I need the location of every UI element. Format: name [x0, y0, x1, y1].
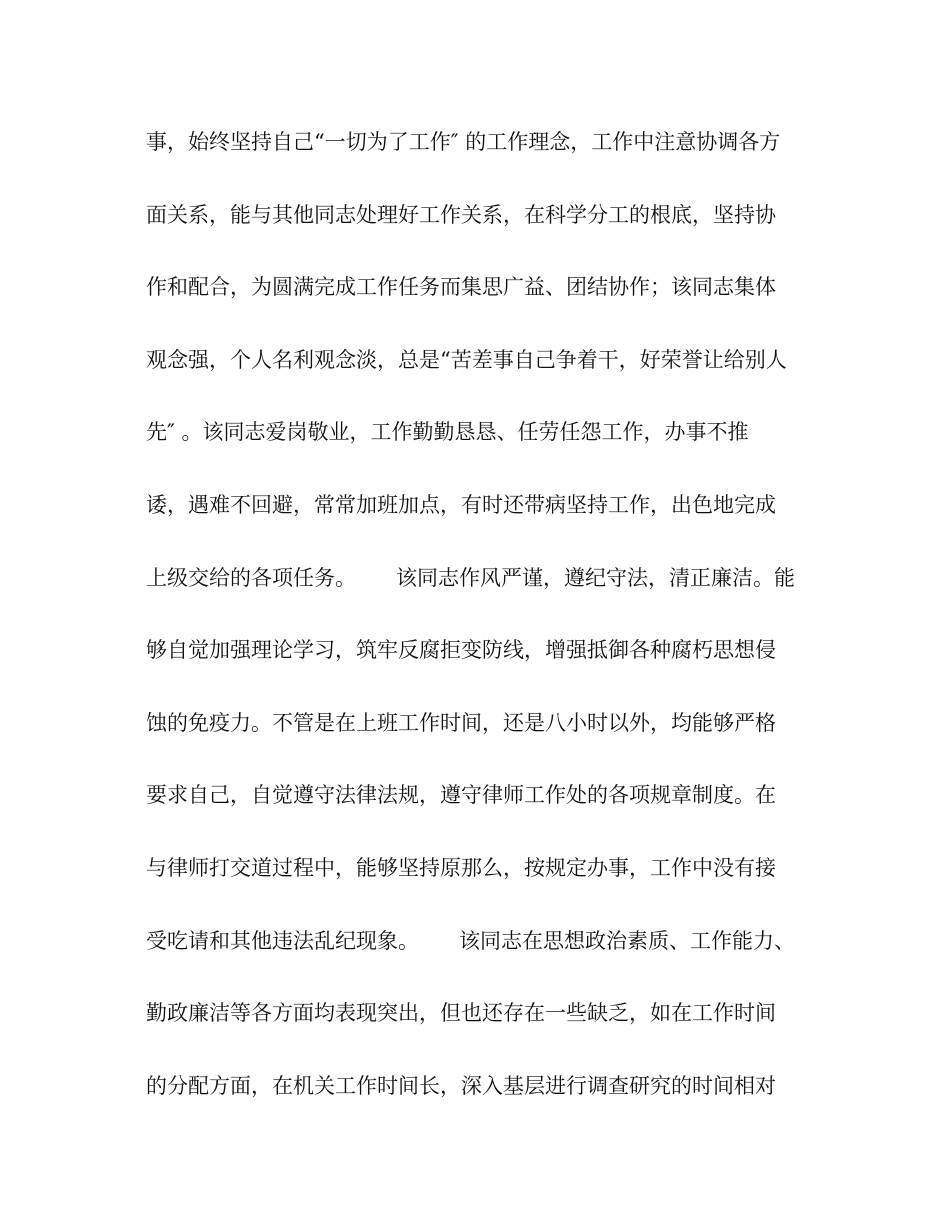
text-line: 够自觉加强理论学习，筑牢反腐拒变防线，增强抵御各种腐朽思想侵 [146, 638, 776, 663]
text-line: 勤政廉洁等各方面均表现突出，但也还存在一些缺乏，如在工作时间 [146, 1001, 776, 1026]
text-line: 事，始终坚持自己“一切为了工作″ 的工作理念，工作中注意协调各方 [146, 130, 781, 154]
text-line: 先″ 。该同志爱岗敬业，工作勤勤恳恳、任劳任怨工作，办事不推 [146, 420, 749, 445]
text-line: 的分配方面，在机关工作时间长，深入基层进行调查研究的时间相对 [146, 1073, 776, 1098]
text-line: 观念强，个人名利观念淡，总是“苦差事自己争着干，好荣誉让给别人 [146, 347, 787, 372]
text-line: 诿，遇难不回避，常常加班加点，有时还带病坚持工作，出色地完成 [146, 492, 776, 517]
text-line: 上级交给的各项任务。 该同志作风严谨，遵纪守法，清正廉洁。能 [146, 565, 796, 590]
text-line: 受吃请和其他违法乱纪现象。 该同志在思想政治素质、工作能力、 [146, 928, 796, 953]
text-line: 要求自己，自觉遵守法律法规，遵守律师工作处的各项规章制度。在 [146, 783, 776, 808]
text-line: 作和配合，为圆满完成工作任务而集思广益、团结协作；该同志集体 [146, 275, 776, 300]
text-line: 蚀的免疫力。不管是在上班工作时间，还是八小时以外，均能够严格 [146, 710, 776, 735]
text-line: 面关系，能与其他同志处理好工作关系，在科学分工的根底，坚持协 [146, 202, 776, 227]
text-line: 与律师打交道过程中，能够坚持原那么，按规定办事，工作中没有接 [146, 855, 776, 880]
body-text [146, 118, 816, 1134]
